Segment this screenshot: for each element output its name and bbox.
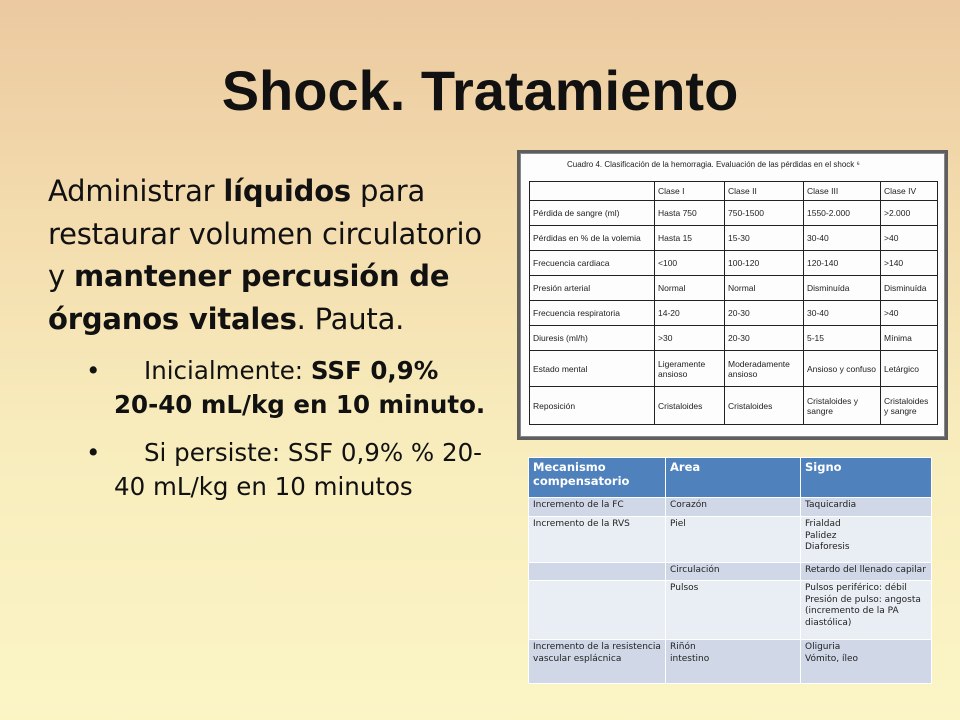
cell-line: Frialdad [805, 519, 841, 529]
table-header-cell: Clase III [804, 182, 881, 201]
table-row [530, 387, 938, 425]
table-cell: 14-20 [655, 301, 725, 326]
hemorrhage-table-caption: Cuadro 4. Clasificación de la hemorragia. Evaluación de las pérdidas en el shock ⁶ [567, 160, 860, 169]
table-cell: Normal [725, 276, 804, 301]
table-cell: Mínima [881, 326, 938, 351]
table-cell: 120-140 [804, 251, 881, 276]
cell-line: Pulsos periférico: débil [805, 583, 907, 593]
table-cell: 100-120 [725, 251, 804, 276]
table-row [529, 498, 932, 517]
cell-line: (incremento de la PA [805, 606, 899, 616]
table-row [529, 517, 932, 563]
bullet-list [48, 354, 488, 504]
slide-title: Shock. Tratamiento [221, 59, 739, 122]
table-cell: Reposición [530, 387, 655, 425]
cell-line: diastólica) [805, 617, 852, 628]
table-cell: Frecuencia respiratoria [530, 301, 655, 326]
table-cell: Ligeramente ansioso [655, 351, 725, 387]
table-cell: >2.000 [881, 201, 938, 226]
table-row [530, 276, 938, 301]
hemorrhage-table [529, 181, 938, 425]
table-row [530, 326, 938, 351]
table-header-row [530, 182, 938, 201]
table-row [530, 301, 938, 326]
hemorrhage-table-paper [520, 153, 945, 437]
table-cell [529, 563, 666, 581]
body-text [48, 170, 488, 518]
table-cell: >30 [655, 326, 725, 351]
table-cell [801, 581, 932, 640]
paragraph-text: Administrar [48, 174, 224, 208]
table-cell: 5-15 [804, 326, 881, 351]
table-cell: >40 [881, 226, 938, 251]
table-cell: Moderadamente ansioso [725, 351, 804, 387]
table-cell: Frecuencia cardiaca [530, 251, 655, 276]
table-cell: Incremento de la resistencia vascular esplácnica [529, 640, 666, 684]
bullet-lead: Inicialmente: [144, 356, 311, 385]
table-row [530, 351, 938, 387]
table-cell: Incremento de la RVS [529, 517, 666, 563]
cell-line: Taquicardia [805, 500, 857, 510]
paragraph-text: . Pauta. [296, 301, 405, 336]
table-cell: 1550-2.000 [804, 201, 881, 226]
table-cell: 20-30 [725, 301, 804, 326]
bullet-dot: • [86, 356, 101, 385]
table-cell: Diuresis (ml/h) [530, 326, 655, 351]
table-cell: Cristaloides y sangre [804, 387, 881, 425]
table-cell: <100 [655, 251, 725, 276]
table-row [529, 581, 932, 640]
table-cell [801, 517, 932, 563]
table-row [530, 251, 938, 276]
table-cell: Hasta 15 [655, 226, 725, 251]
table-cell: Pérdidas en % de la volemia [530, 226, 655, 251]
table-header-cell: Area [666, 458, 801, 498]
table-cell [666, 640, 801, 684]
table-header-cell: Clase II [725, 182, 804, 201]
table-row [530, 201, 938, 226]
paragraph-bold: líquidos [223, 174, 351, 208]
table-cell [529, 581, 666, 640]
table-header-row [529, 458, 932, 498]
table-cell: Pérdida de sangre (ml) [530, 201, 655, 226]
cell-line: Diaforesis [805, 542, 850, 552]
table-cell: Piel [666, 517, 801, 563]
table-header-cell: Mecanismo compensatorio [529, 458, 666, 498]
table-cell: Estado mental [530, 351, 655, 387]
cell-line: intestino [670, 653, 710, 664]
paragraph-bold: mantener percusión de órganos vitales [48, 259, 450, 336]
table-cell: >40 [881, 301, 938, 326]
table-cell [801, 640, 932, 684]
table-row [530, 226, 938, 251]
table-cell: Cristaloides [655, 387, 725, 425]
compensatory-mechanisms-table [528, 457, 932, 684]
table-cell: Hasta 750 [655, 201, 725, 226]
bullet-item [86, 436, 488, 504]
table-row [529, 640, 932, 684]
cell-line: Riñón [670, 642, 696, 652]
table-cell: Cristaloides y sangre [881, 387, 938, 425]
table-cell: Pulsos [666, 581, 801, 640]
cell-line: Oliguria [805, 642, 841, 652]
table-header-cell: Clase I [655, 182, 725, 201]
cell-line: Retardo del llenado capilar [805, 565, 926, 575]
table-cell: Circulación [666, 563, 801, 581]
table-cell: Disminuída [881, 276, 938, 301]
bullet-bold: SSF 0,9% 20-40 mL/kg en 10 minuto. [114, 356, 486, 419]
bullet-dot: • [86, 438, 101, 467]
cell-line: Palidez [805, 530, 837, 541]
table-cell: 30-40 [804, 301, 881, 326]
table-cell: Cristaloides [725, 387, 804, 425]
table-row [529, 563, 932, 581]
bullet-lead: Si persiste: SSF 0,9% % 20-40 mL/kg en 10 minutos [114, 438, 482, 501]
table-cell: Incremento de la FC [529, 498, 666, 517]
table-header-cell [530, 182, 655, 201]
paragraph-text: para restaurar volumen circulatorio y [48, 174, 482, 293]
main-paragraph [48, 170, 488, 340]
bullet-item [86, 354, 488, 422]
table-cell: 750-1500 [725, 201, 804, 226]
cell-line: Vómito, íleo [805, 653, 859, 664]
table-cell: 20-30 [725, 326, 804, 351]
table-cell: 15-30 [725, 226, 804, 251]
table-cell: Corazón [666, 498, 801, 517]
table-cell [801, 563, 932, 581]
table-cell: >140 [881, 251, 938, 276]
table-header-cell: Signo [801, 458, 932, 498]
table-cell: Letárgico [881, 351, 938, 387]
table-cell: Ansioso y confuso [804, 351, 881, 387]
hemorrhage-table-image [517, 150, 948, 440]
table-cell: 30-40 [804, 226, 881, 251]
table-cell: Normal [655, 276, 725, 301]
table-cell: Presión arterial [530, 276, 655, 301]
table-cell [801, 498, 932, 517]
cell-line: Presión de pulso: angosta [805, 594, 921, 605]
table-cell: Disminuída [804, 276, 881, 301]
table-header-cell: Clase IV [881, 182, 938, 201]
